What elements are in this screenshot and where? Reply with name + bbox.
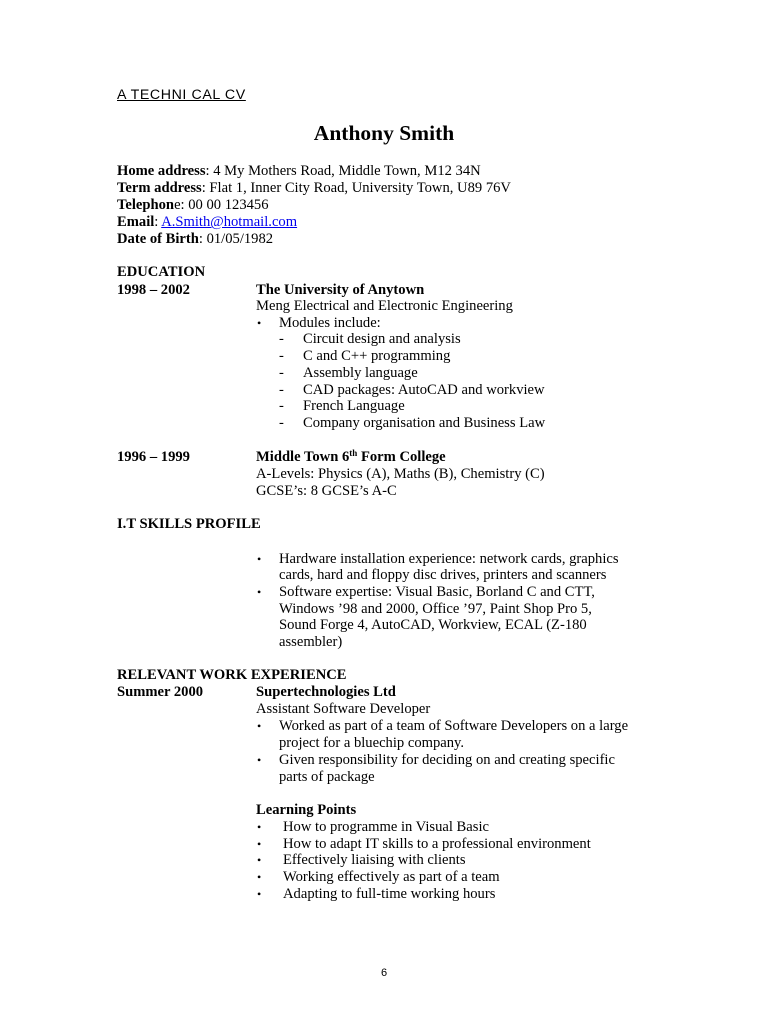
- bullet-icon: •: [257, 753, 262, 767]
- learning-point: Working effectively as part of a team: [283, 869, 500, 885]
- bullet-icon: •: [257, 820, 262, 834]
- work-duty-line: parts of package: [279, 769, 375, 785]
- edu1-dates: 1998 – 2002: [117, 282, 190, 298]
- edu2-dates: 1996 – 1999: [117, 449, 190, 465]
- work-dates: Summer 2000: [117, 684, 204, 700]
- learning-point: How to programme in Visual Basic: [283, 819, 489, 835]
- bullet-icon: •: [257, 316, 262, 330]
- edu2-institution: Middle Town 6th Form College: [256, 448, 446, 465]
- edu1-degree: Meng Electrical and Electronic Engineering: [256, 298, 513, 314]
- bullet-icon: •: [257, 719, 262, 733]
- learning-point: How to adapt IT skills to a professional environment: [283, 836, 591, 852]
- work-company: Supertechnologies Ltd: [256, 684, 396, 700]
- dash-icon: -: [279, 398, 284, 414]
- module-item: Assembly language: [303, 365, 418, 381]
- home-address: Home address: 4 My Mothers Road, Middle Town, M12 34N: [117, 163, 481, 179]
- bullet-icon: •: [257, 552, 262, 566]
- dash-icon: -: [279, 382, 284, 398]
- it-skill-line: assembler): [279, 634, 343, 650]
- dash-icon: -: [279, 415, 284, 431]
- work-duty-line: project for a bluechip company.: [279, 735, 465, 751]
- it-skill-line: Windows ’98 and 2000, Office ’97, Paint Shop Pro 5,: [279, 601, 592, 617]
- bullet-icon: •: [257, 837, 262, 851]
- work-duty-line: Worked as part of a team of Software Developers on a large: [279, 718, 629, 734]
- candidate-name: Anthony Smith: [313, 121, 455, 145]
- work-role: Assistant Software Developer: [256, 701, 431, 717]
- telephone: Telephone: 00 00 123456: [117, 197, 269, 213]
- learning-heading: Learning Points: [256, 802, 357, 818]
- dash-icon: -: [279, 348, 284, 364]
- document-tag: A TECHNI CAL CV: [117, 87, 246, 103]
- work-duty-line: Given responsibility for deciding on and creating specific: [279, 752, 615, 768]
- email-link[interactable]: A.Smith@hotmail.com: [161, 214, 298, 230]
- date-of-birth: Date of Birth: 01/05/1982: [117, 231, 274, 247]
- bullet-icon: •: [257, 870, 262, 884]
- page-number: 6: [380, 967, 388, 979]
- module-item: Company organisation and Business Law: [303, 415, 546, 431]
- module-item: French Language: [303, 398, 405, 414]
- work-heading: RELEVANT WORK EXPERIENCE: [117, 667, 347, 683]
- dash-icon: -: [279, 331, 284, 347]
- it-skill-line: Hardware installation experience: network cards, graphics: [279, 551, 619, 567]
- bullet-icon: •: [257, 853, 262, 867]
- email: Email: A.Smith@hotmail.com: [117, 214, 298, 230]
- bullet-icon: •: [257, 887, 262, 901]
- dash-icon: -: [279, 365, 284, 381]
- modules-label: Modules include:: [279, 315, 381, 331]
- term-address: Term address: Flat 1, Inner City Road, University Town, U89 76V: [117, 180, 511, 196]
- edu2-alevels: A-Levels: Physics (A), Maths (B), Chemistry (C): [256, 466, 545, 482]
- it-skill-line: Software expertise: Visual Basic, Borland C and CTT,: [279, 584, 595, 600]
- edu2-gcse: GCSE’s: 8 GCSE’s A-C: [256, 483, 397, 499]
- bullet-icon: •: [257, 585, 262, 599]
- module-item: CAD packages: AutoCAD and workview: [303, 382, 545, 398]
- it-skill-line: Sound Forge 4, AutoCAD, Workview, ECAL (Z-180: [279, 617, 587, 633]
- learning-point: Effectively liaising with clients: [283, 852, 466, 868]
- education-heading: EDUCATION: [117, 264, 206, 280]
- module-item: Circuit design and analysis: [303, 331, 461, 347]
- edu1-institution: The University of Anytown: [256, 282, 425, 298]
- learning-point: Adapting to full-time working hours: [283, 886, 496, 902]
- module-item: C and C++ programming: [303, 348, 451, 364]
- it-skills-heading: I.T SKILLS PROFILE: [117, 516, 261, 532]
- it-skill-line: cards, hard and floppy disc drives, printers and scanners: [279, 567, 607, 583]
